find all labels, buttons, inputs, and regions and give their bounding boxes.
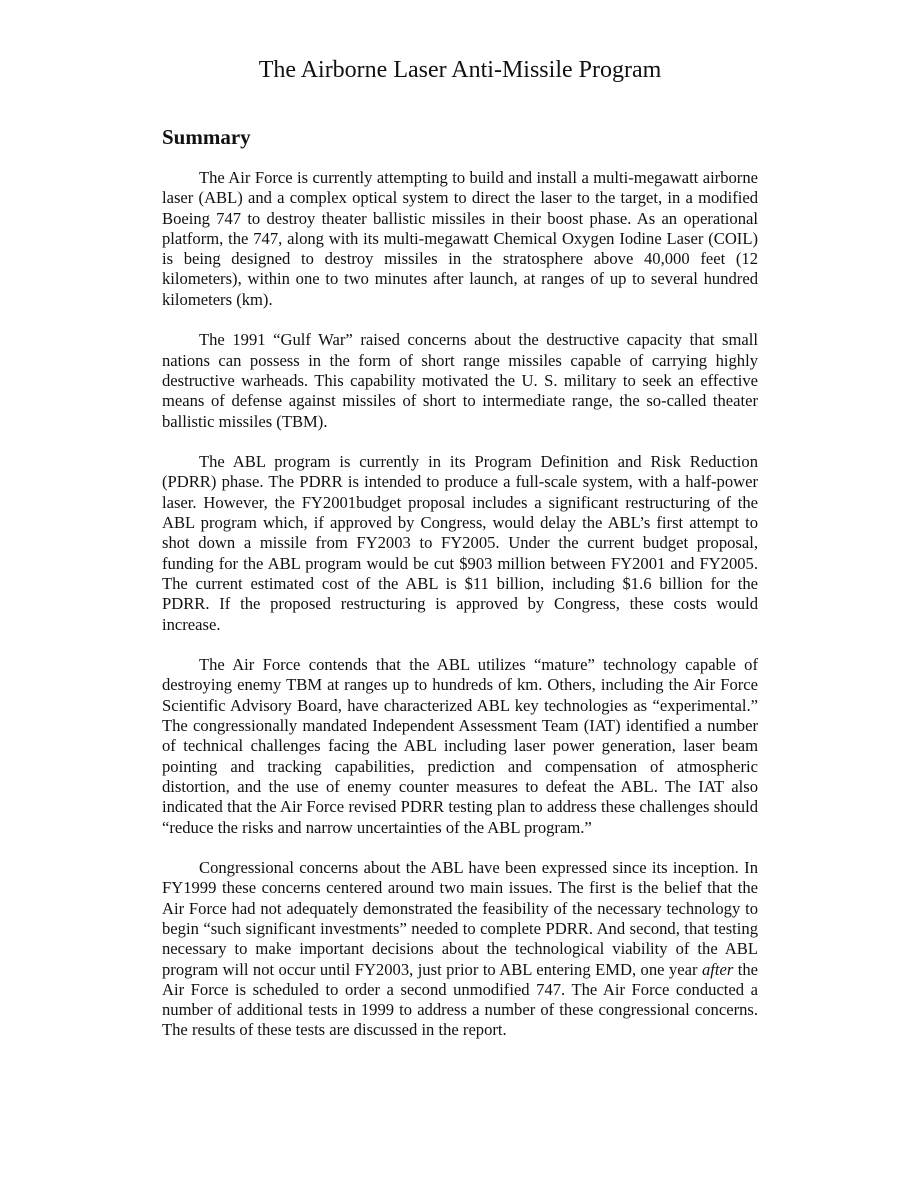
- summary-body: [162, 168, 758, 1041]
- concerns-text-part-1: Congressional concerns about the ABL have been expressed since its inception. In FY1999 these concerns centered around two main issues. The first is the belief that the Air Force had not adequately demonstrated the feasibility of the necessary technology to begin “such significant investments” needed to complete PDRR. And second, that testing necessary to make important decisions about the technological viability of the ABL program will not occur until FY2003, just prior to ABL entering EMD, one year: [162, 858, 758, 979]
- paragraph-pdrr-phase: The ABL program is currently in its Program Definition and Risk Reduction (PDRR) phase. The PDRR is intended to produce a full-scale system, with a half-power laser. However, the FY2001budget proposal includes a significant restructuring of the ABL program which, if approved by Congress, would delay the ABL’s first attempt to shot down a missile from FY2003 to FY2005. Under the current budget proposal, funding for the ABL program would be cut $903 million between FY2001 and FY2005. The current estimated cost of the ABL is $11 billion, including $1.6 billion for the PDRR. If the proposed restructuring is approved by Congress, these costs would increase.: [162, 452, 758, 634]
- concerns-text-part-2: the Air Force is scheduled to order a second unmodified 747. The Air Force conducted a number of additional tests in 1999 to address a number of these congressional concerns. The results of these tests are discussed in the report.: [162, 959, 758, 1040]
- concerns-italic-word: after: [701, 959, 734, 979]
- paragraph-abl-overview: The Air Force is currently attempting to build and install a multi-megawatt airborne laser (ABL) and a complex optical system to direct the laser to the target, in a modified Boeing 747 to destroy theater ballistic missiles in their boost phase. As an operational platform, the 747, along with its multi-megawatt Chemical Oxygen Iodine Laser (COIL) is being designed to destroy missiles in the stratosphere above 40,000 feet (12 kilometers), within one to two minutes after launch, at ranges of up to several hundred kilometers (km).: [162, 168, 758, 309]
- paragraph-gulf-war: The 1991 “Gulf War” raised concerns about the destructive capacity that small nations can possess in the form of short range missiles capable of carrying highly destructive warheads. This capability motivated the U. S. military to seek an effective means of defense against missiles of short to intermediate range, the so-called theater ballistic missiles (TBM).: [162, 330, 758, 431]
- section-heading-summary: Summary: [162, 125, 251, 149]
- paragraph-congressional-concerns: [162, 858, 758, 1041]
- document-title: The Airborne Laser Anti-Missile Program: [258, 57, 662, 83]
- paragraph-technology-assessment: The Air Force contends that the ABL utilizes “mature” technology capable of destroying enemy TBM at ranges up to hundreds of km. Others, including the Air Force Scientific Advisory Board, have characterized ABL key technologies as “experimental.” The congressionally mandated Independent Assessment Team (IAT) identified a number of technical challenges facing the ABL including laser power generation, laser beam pointing and tracking capabilities, prediction and compensation of atmospheric distortion, and the use of enemy counter measures to defeat the ABL. The IAT also indicated that the Air Force revised PDRR testing plan to address these challenges should “reduce the risks and narrow uncertainties of the ABL program.”: [162, 655, 758, 837]
